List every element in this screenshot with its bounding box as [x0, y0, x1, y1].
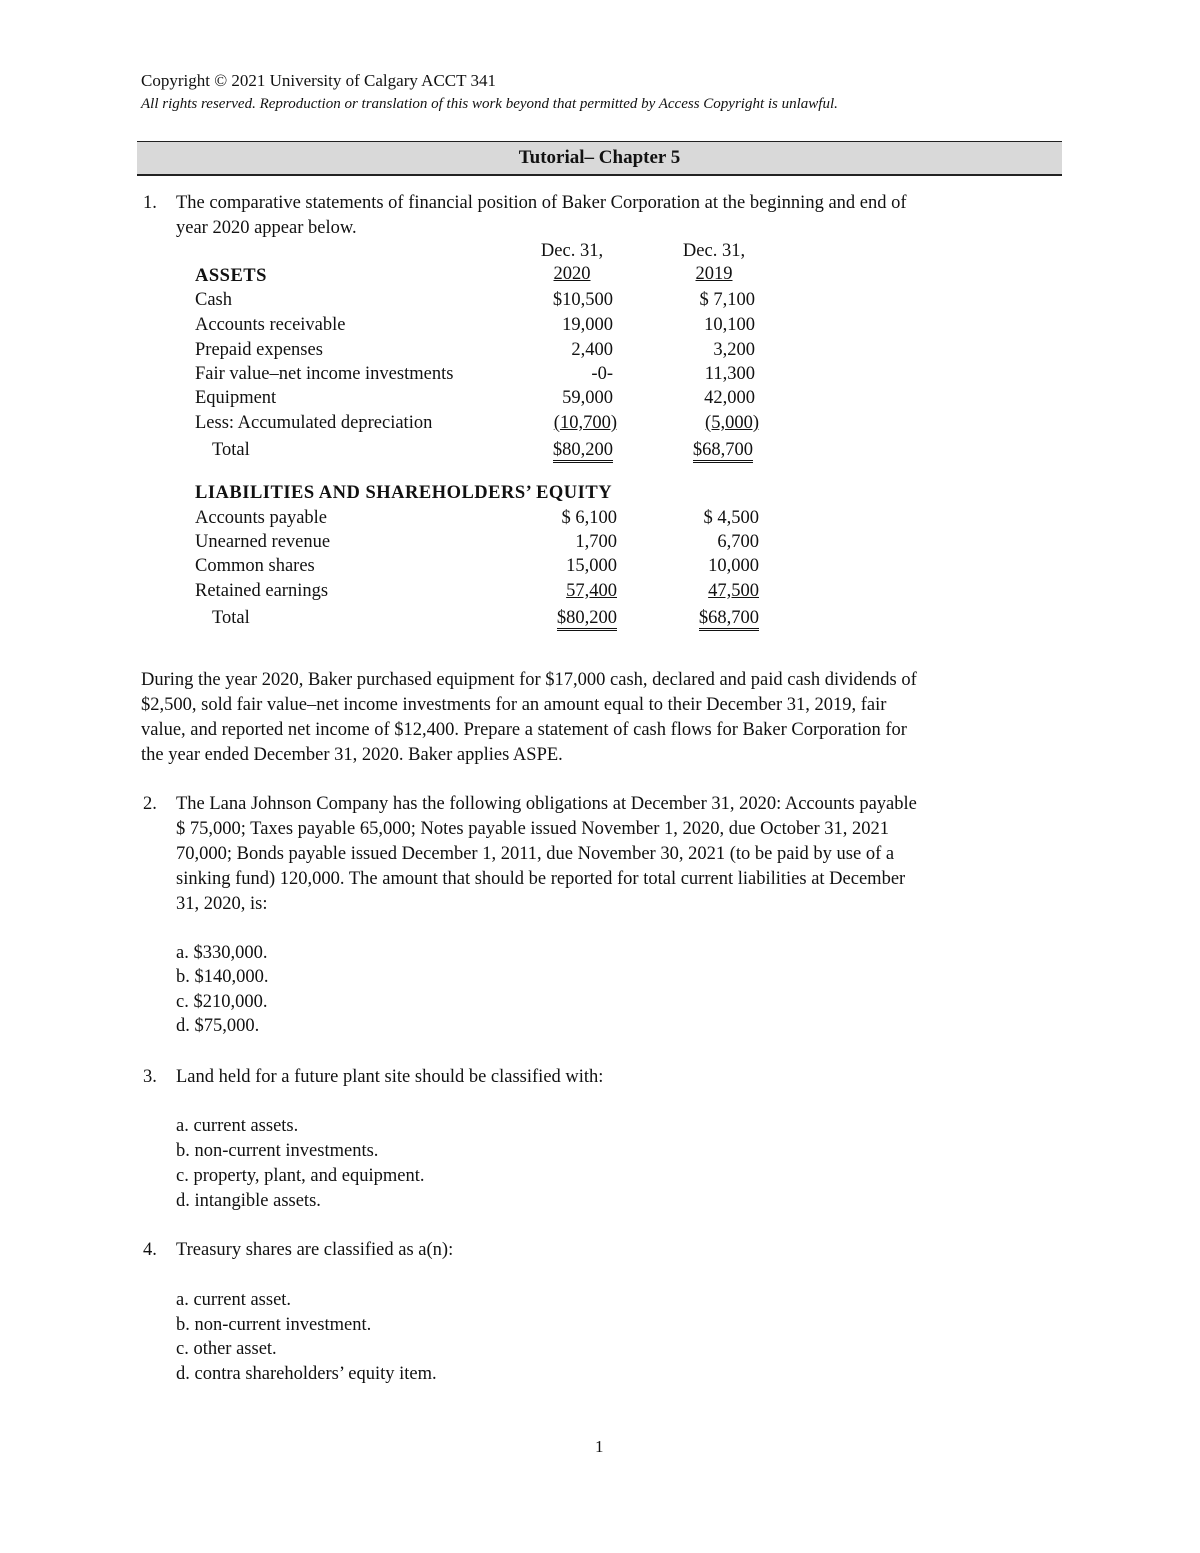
- asset-value-2020: $10,500: [552, 290, 613, 310]
- question-3-option: d. intangible assets.: [176, 1191, 321, 1211]
- asset-value-2019: 42,000: [704, 388, 755, 408]
- liability-value-2019: $ 4,500: [703, 508, 759, 528]
- page-number: 1: [595, 1437, 604, 1456]
- question-2-option: c. $210,000.: [176, 992, 268, 1012]
- asset-label: Less: Accumulated depreciation: [195, 413, 433, 433]
- asset-label: Accounts receivable: [195, 315, 346, 335]
- asset-value-2020: 59,000: [562, 388, 613, 408]
- liabilities-equity-heading: LIABILITIES AND SHAREHOLDERS’ EQUITY: [195, 483, 613, 503]
- question-2-option: b. $140,000.: [176, 967, 269, 987]
- asset-value-2019: 3,200: [713, 340, 755, 360]
- question-3-option: b. non-current investments.: [176, 1141, 379, 1161]
- assets-total-2020: $80,200: [553, 440, 613, 463]
- rights-notice: All rights reserved. Reproduction or translation of this work beyond that permitted by Access Copyright is unlawful.: [141, 96, 838, 112]
- question-1-number: 1.: [143, 193, 157, 213]
- asset-value-2020: 19,000: [562, 315, 613, 335]
- asset-value-2019: 11,300: [704, 364, 755, 384]
- liabilities-total-2019: $68,700: [699, 608, 759, 631]
- liability-value-2020: 15,000: [566, 556, 617, 576]
- question-2-line: $ 75,000; Taxes payable 65,000; Notes payable issued November 1, 2020, due October 31, 2021: [176, 819, 890, 839]
- copyright-line: Copyright © 2021 University of Calgary ACCT 341: [141, 71, 496, 90]
- asset-label: Prepaid expenses: [195, 340, 323, 360]
- question-1-body-line: During the year 2020, Baker purchased equipment for $17,000 cash, declared and paid cash dividends of: [141, 670, 917, 690]
- question-2-line: The Lana Johnson Company has the following obligations at December 31, 2020: Accounts payable: [176, 794, 917, 814]
- question-4-number: 4.: [143, 1240, 157, 1260]
- question-1-intro-line-1: The comparative statements of financial position of Baker Corporation at the beginning and end of: [176, 193, 907, 213]
- question-3-text: Land held for a future plant site should be classified with:: [176, 1067, 604, 1087]
- question-1-body-line: value, and reported net income of $12,400. Prepare a statement of cash flows for Baker Corporation for: [141, 720, 907, 740]
- liability-value-2019: 10,000: [708, 556, 759, 576]
- asset-value-2020: 2,400: [571, 340, 613, 360]
- liabilities-total-label: Total: [212, 608, 250, 628]
- asset-label: Equipment: [195, 388, 277, 408]
- question-3-option: c. property, plant, and equipment.: [176, 1166, 425, 1186]
- question-2-option: a. $330,000.: [176, 943, 268, 963]
- liability-value-2020: 57,400: [566, 581, 617, 601]
- question-2-line: sinking fund) 120,000. The amount that should be reported for total current liabilities at December: [176, 869, 906, 889]
- question-2-option: d. $75,000.: [176, 1016, 260, 1036]
- asset-label: Fair value–net income investments: [195, 364, 454, 384]
- asset-value-2020: -0-: [591, 364, 613, 384]
- liability-value-2020: $ 6,100: [561, 508, 617, 528]
- liabilities-total-2020: $80,200: [557, 608, 617, 631]
- liability-value-2019: 6,700: [717, 532, 759, 552]
- col-header-2019-line2: 2019: [695, 264, 733, 284]
- liability-label: Unearned revenue: [195, 532, 331, 552]
- asset-value-2020: (10,700): [553, 413, 617, 433]
- col-header-2020-line2: 2020: [553, 264, 591, 284]
- question-1-intro-line-2: year 2020 appear below.: [176, 218, 357, 238]
- question-4-text: Treasury shares are classified as a(n):: [176, 1240, 454, 1260]
- liability-value-2020: 1,700: [575, 532, 617, 552]
- question-2-line: 31, 2020, is:: [176, 894, 268, 914]
- assets-heading: ASSETS: [195, 266, 267, 286]
- asset-value-2019: 10,100: [704, 315, 755, 335]
- question-1-body-line: $2,500, sold fair value–net income investments for an amount equal to their December 31, 2019, fair: [141, 695, 887, 715]
- liability-label: Retained earnings: [195, 581, 329, 601]
- question-3-option: a. current assets.: [176, 1116, 299, 1136]
- question-4-option: a. current asset.: [176, 1290, 292, 1310]
- question-3-number: 3.: [143, 1067, 157, 1087]
- question-4-option: d. contra shareholders’ equity item.: [176, 1364, 437, 1384]
- col-header-2019-line1: Dec. 31,: [682, 241, 746, 261]
- page-title: Tutorial– Chapter 5: [137, 141, 1062, 176]
- question-4-option: b. non-current investment.: [176, 1315, 372, 1335]
- question-4-option: c. other asset.: [176, 1339, 277, 1359]
- question-1-body-line: the year ended December 31, 2020. Baker applies ASPE.: [141, 745, 563, 765]
- question-2-number: 2.: [143, 794, 157, 814]
- asset-value-2019: $ 7,100: [699, 290, 755, 310]
- col-header-2020-line1: Dec. 31,: [540, 241, 604, 261]
- assets-total-label: Total: [212, 440, 250, 460]
- asset-label: Cash: [195, 290, 232, 310]
- liability-label: Common shares: [195, 556, 315, 576]
- liability-value-2019: 47,500: [708, 581, 759, 601]
- asset-value-2019: (5,000): [705, 413, 759, 433]
- assets-total-2019: $68,700: [693, 440, 753, 463]
- question-2-line: 70,000; Bonds payable issued December 1, 2011, due November 30, 2021 (to be paid by use of a: [176, 844, 895, 864]
- liability-label: Accounts payable: [195, 508, 328, 528]
